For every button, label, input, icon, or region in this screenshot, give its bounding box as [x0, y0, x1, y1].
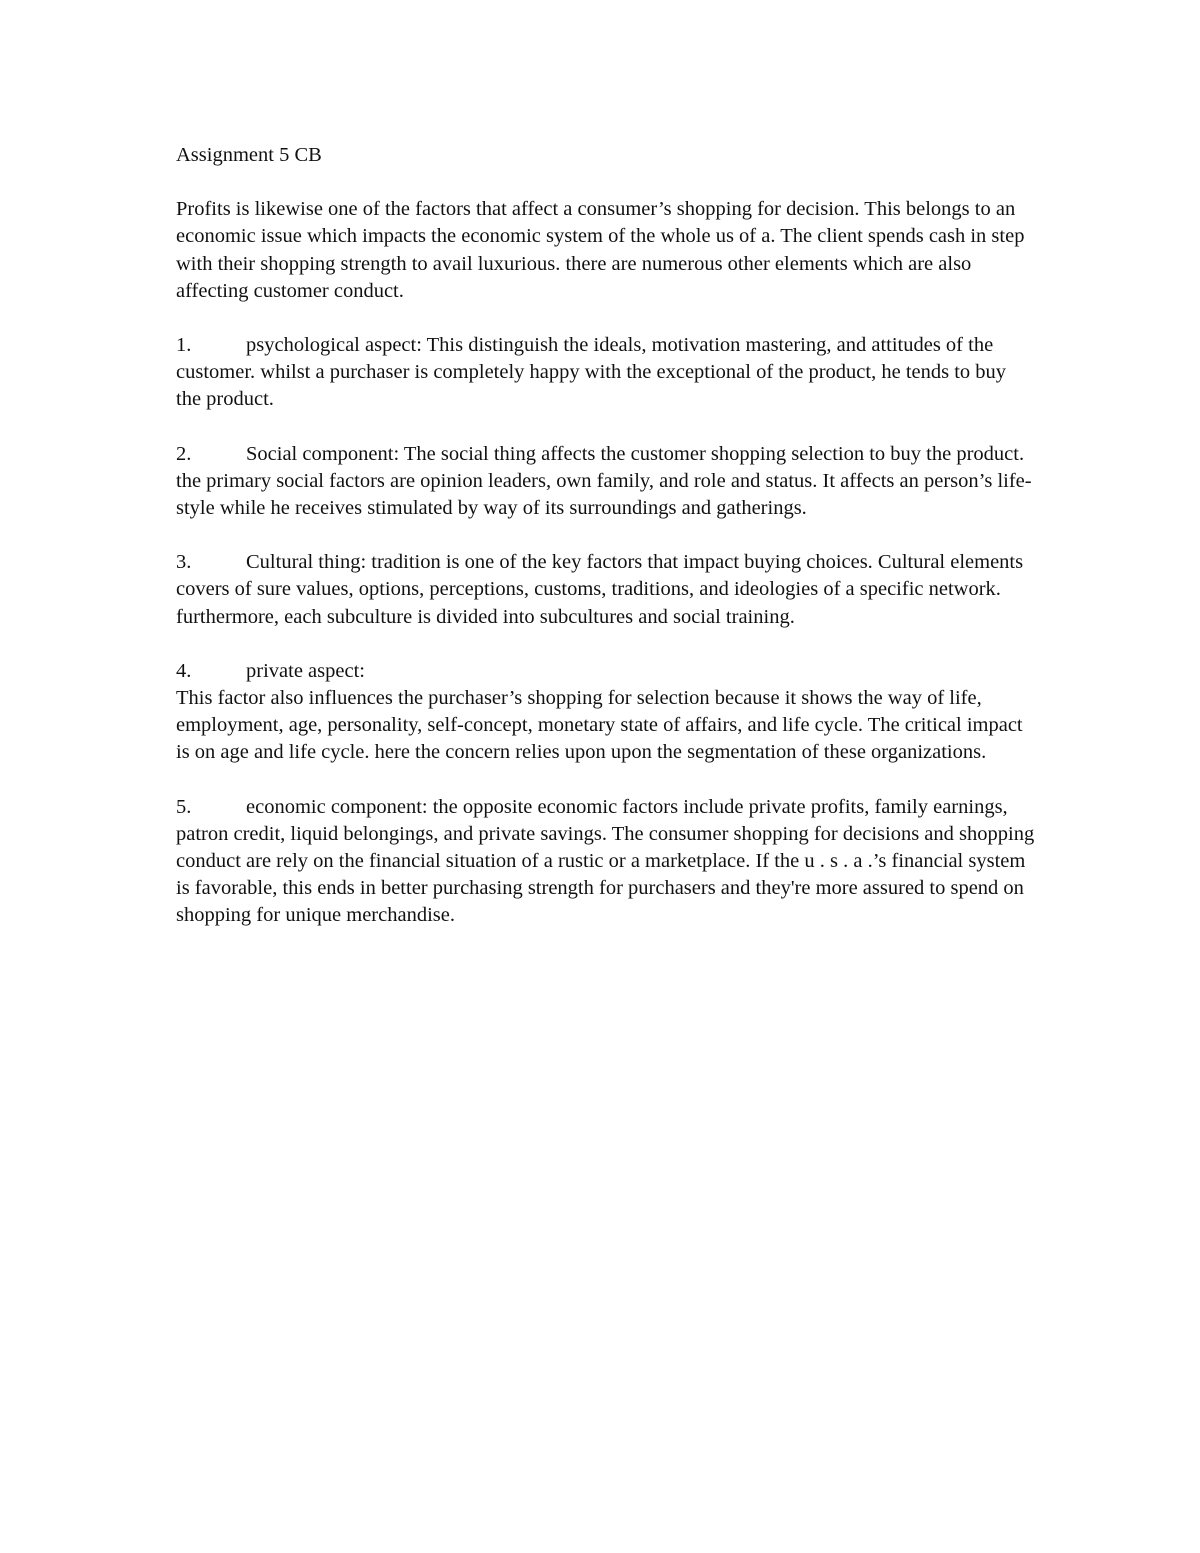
list-item-text: Social component: The social thing affects the customer shopping selection to buy the product. the primary social factors are opinion leaders, own family, and role and status. It affects an person’s life-style while he receives stimulated by way of its surroundings and gatherings. [176, 442, 1032, 520]
list-item-4 [176, 658, 1036, 767]
list-item-number: 4. [176, 659, 192, 682]
list-item-heading [176, 658, 1036, 685]
list-item-3 [176, 549, 1036, 631]
list-item-text: Cultural thing: tradition is one of the key factors that impact buying choices. Cultural elements covers of sure values, options, perceptions, customs, traditions, and ideologies of a specific network. furthermore, each subculture is divided into subcultures and social training. [176, 551, 1024, 628]
list-item-number: 3. [176, 551, 192, 574]
list-item-1 [176, 332, 1036, 414]
list-item-number: 5. [176, 795, 192, 818]
list-item-2 [176, 441, 1036, 523]
list-item-text: private aspect: [246, 659, 365, 682]
intro-paragraph: Profits is likewise one of the factors that affect a consumer’s shopping for decision. This belongs to an economic issue which impacts the economic system of the whole us of a. The client spends cash in step with their shopping strength to avail luxurious. there are numerous other elements which are also affecting customer conduct. [176, 198, 1025, 302]
list-item-number: 1. [176, 334, 192, 357]
document-title: Assignment 5 CB [176, 144, 322, 166]
list-item-number: 2. [176, 442, 192, 465]
list-item-text: economic component: the opposite economic factors include private profits, family earnings, patron credit, liquid belongings, and private savings. The consumer shopping for decisions and shopping conduct are rely on the financial situation of a rustic or a marketplace. If the u . s . a .’s financial system is favorable, this ends in better purchasing strength for purchasers and they're more assured to spend on shopping for unique merchandise. [176, 795, 1035, 927]
list-item-continuation: This factor also influences the purchaser’s shopping for selection because it shows the way of life, employment, age, personality, self-concept, monetary state of affairs, and life cycle. The critical impact is on age and life cycle. here the concern relies upon upon the segmentation of these organizations. [176, 687, 1023, 764]
list-item-text: psychological aspect: This distinguish the ideals, motivation mastering, and attitudes of the customer. whilst a purchaser is completely happy with the exceptional of the product, he tends to buy the product. [176, 334, 1007, 411]
document-body [176, 142, 1036, 957]
list-item-5 [176, 794, 1036, 930]
